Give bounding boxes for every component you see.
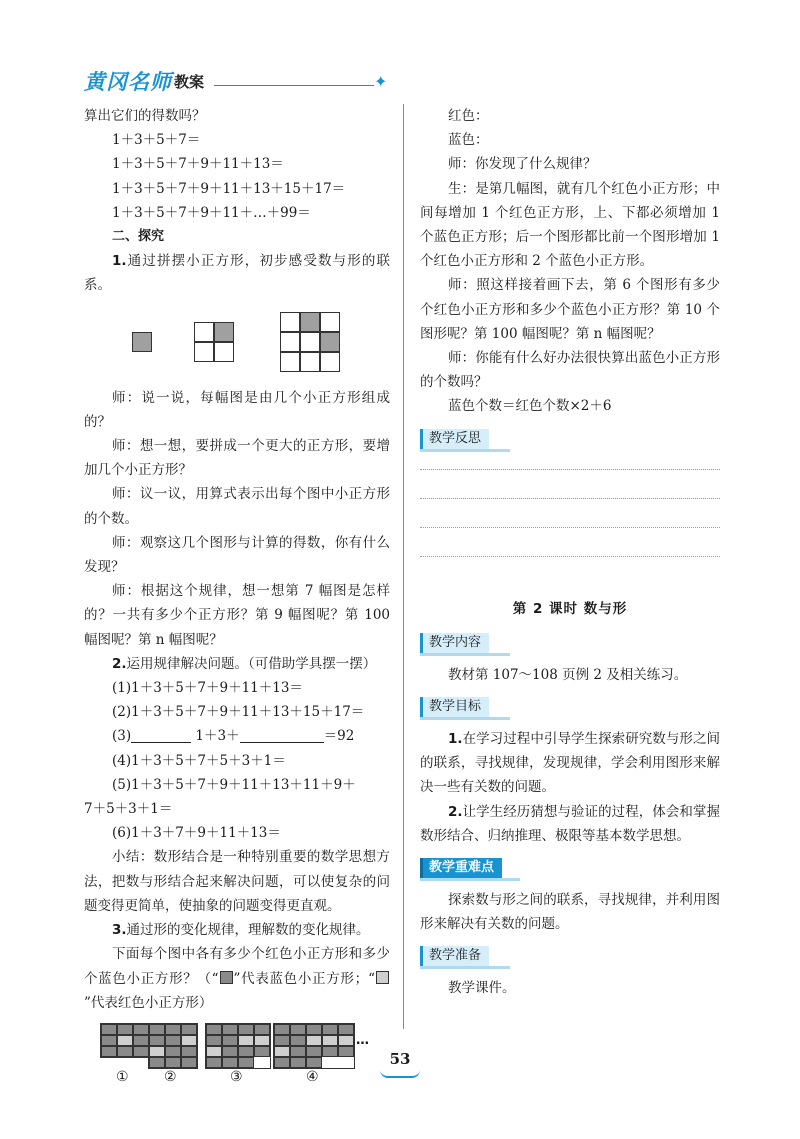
blue-square <box>306 1046 322 1057</box>
red-square-icon <box>376 971 389 984</box>
left-column <box>84 104 390 1087</box>
blue-square <box>238 1024 254 1035</box>
figure-square <box>300 332 320 352</box>
blue-square-icon <box>220 971 233 984</box>
intro-equation: 1＋3＋5＋7＋9＋11＋…＋99＝ <box>112 204 311 221</box>
figure-square <box>132 332 152 352</box>
blue-square <box>338 1024 354 1035</box>
blue-square <box>206 1035 222 1046</box>
exercise-equation: (6)1＋3＋7＋9＋11＋13＝ <box>112 825 281 842</box>
item-1-number: 1. <box>112 253 127 270</box>
question-text: 下面每个图中各有多少个红色小正方形和多少个蓝色小正方形？（“ <box>84 946 390 987</box>
preparation-heading: 教学准备 <box>420 946 489 966</box>
exercise-equation: (4)1＋3＋5＋7＋5＋3＋1＝ <box>112 752 286 769</box>
blue-square <box>165 1035 181 1046</box>
teacher-question: 师：你发现了什么规律？ <box>448 156 597 173</box>
blue-square <box>338 1046 354 1057</box>
answer-blank[interactable] <box>131 728 191 743</box>
intro-equation: 1＋3＋5＋7＝ <box>112 132 201 149</box>
blue-square <box>149 1035 165 1046</box>
column-divider <box>403 104 404 1029</box>
square-growth-figure <box>84 304 390 384</box>
red-square <box>338 1035 354 1046</box>
teacher-line: 师：观察这几个图形与计算的得数，你有什么发现？ <box>84 534 390 576</box>
blue-square <box>181 1024 197 1035</box>
page-number-decoration <box>380 1070 420 1078</box>
section-header-key-points <box>420 856 720 882</box>
blue-square <box>222 1046 238 1057</box>
figure-square <box>300 352 320 372</box>
blue-square <box>101 1035 117 1046</box>
red-square <box>238 1035 254 1046</box>
star-icon: ✦ <box>374 72 388 91</box>
item-2-number: 2. <box>112 655 127 672</box>
section-rule <box>420 449 510 452</box>
blue-square <box>101 1046 117 1057</box>
blue-square <box>274 1035 290 1046</box>
red-square <box>181 1035 197 1046</box>
figure-square <box>300 312 320 332</box>
content-heading: 教学内容 <box>420 633 489 653</box>
blue-square <box>222 1035 238 1046</box>
blue-square <box>206 1024 222 1035</box>
page-number: 53 <box>389 1050 411 1068</box>
item-3-text: 通过形的变化规律，理解数的变化规律。 <box>126 922 370 939</box>
blue-square <box>149 1057 165 1068</box>
question-text: ”代表蓝色小正方形；“ <box>233 970 375 987</box>
goals-heading: 教学目标 <box>420 697 489 717</box>
teacher-question: 师：你能有什么好办法很快算出蓝色小正方形的个数吗？ <box>420 350 720 391</box>
blue-square <box>149 1024 165 1035</box>
reflection-line[interactable] <box>420 527 720 528</box>
section-heading-explore: 二、探究 <box>112 229 165 245</box>
eq3-middle: 1＋3＋ <box>195 728 240 745</box>
item-3-number: 3. <box>112 922 127 939</box>
eq3-prefix: (3) <box>112 728 132 745</box>
pattern-label: ④ <box>306 1068 319 1085</box>
eq3-suffix: ＝92 <box>323 728 355 745</box>
section-rule <box>420 653 510 656</box>
teacher-line: 师：想一想，要拼成一个更大的正方形，要增加几个小正方形？ <box>84 438 390 479</box>
figure-square <box>320 312 340 332</box>
red-label: 红色： <box>448 108 489 124</box>
pattern-label: ① <box>116 1068 129 1085</box>
exercise-equation: (2)1＋3＋5＋7＋9＋11＋13＋15＋17＝ <box>112 704 365 721</box>
blue-square <box>274 1057 290 1068</box>
question-text: ”代表红色小正方形） <box>84 994 213 1011</box>
reflection-line[interactable] <box>420 469 720 470</box>
item-1-text: 通过拼摆小正方形，初步感受数与形的联系。 <box>84 253 390 294</box>
section-rule <box>420 717 510 720</box>
section-header-content <box>420 631 720 657</box>
blue-square <box>117 1046 133 1057</box>
lesson-title: 第 2 课时 数与形 <box>512 600 628 617</box>
red-square <box>149 1046 165 1057</box>
summary-text: 小结：数形结合是一种特别重要的数学思想方法，把数与形结合起来解决问题，可以使复杂的问题变得更简单，使抽象的问题变得更直观。 <box>84 849 390 914</box>
figure-square <box>320 332 340 352</box>
figure-square <box>194 342 214 362</box>
blue-square <box>133 1024 149 1035</box>
blue-square <box>117 1024 133 1035</box>
goal-2-text: 让学生经历猜想与验证的过程，体会和掌握数形结合、归纳推理、极限等基本数学思想。 <box>420 803 720 844</box>
blue-square <box>290 1035 306 1046</box>
figure-square <box>214 322 234 342</box>
figure-square <box>194 322 214 342</box>
blue-square <box>165 1024 181 1035</box>
blue-square <box>181 1057 197 1068</box>
item-3 <box>84 918 390 942</box>
section-rule <box>420 878 520 881</box>
pattern-question <box>84 942 390 1015</box>
blue-square <box>165 1046 181 1057</box>
figure-square <box>280 352 300 372</box>
section-rule <box>420 966 510 969</box>
exercise-equation: (1)1＋3＋5＋7＋9＋11＋13＝ <box>112 680 303 697</box>
content-text: 教材第 107～108 页例 2 及相关练习。 <box>448 666 688 683</box>
pattern-ellipsis: … <box>356 1032 369 1048</box>
figure-square <box>214 342 234 362</box>
pattern-1 <box>100 1023 150 1058</box>
figure-square <box>280 332 300 352</box>
exercise-equation: (5)1＋3＋5＋7＋9＋11＋13＋11＋9＋ <box>112 776 356 793</box>
exercise-equation-cont: 7＋5＋3＋1＝ <box>84 801 173 818</box>
blue-square <box>206 1057 222 1068</box>
section-header-goals <box>420 695 720 721</box>
preparation-text: 教学课件。 <box>448 980 516 997</box>
blue-square <box>290 1024 306 1035</box>
teacher-line: 师：说一说，每幅图是由几个小正方形组成的？ <box>84 389 390 430</box>
blue-square <box>322 1046 338 1057</box>
blue-square <box>222 1024 238 1035</box>
section-header-reflection <box>420 427 720 453</box>
exercise-equation-blanks <box>84 724 390 748</box>
item-1 <box>84 249 390 297</box>
goal-2 <box>420 800 720 848</box>
answer-blank[interactable] <box>240 728 324 743</box>
blue-square <box>254 1024 270 1035</box>
section-header-preparation <box>420 944 720 970</box>
student-answer: 生：是第几幅图，就有几个红色小正方形；中间每增加 1 个红色正方形，上、下都必须增加 1 个蓝色正方形；后一个图形都比前一个图形增加 1 个红色小正方形和 2 个蓝色小正方形。 <box>420 180 720 270</box>
red-square <box>322 1035 338 1046</box>
blue-square <box>133 1035 149 1046</box>
blue-square <box>306 1024 322 1035</box>
goal-2-number: 2. <box>448 803 463 820</box>
figure-square <box>280 312 300 332</box>
teacher-question: 师：照这样接着画下去，第 6 个图形有多少个红色小正方形和多少个蓝色小正方形？第 10 个图形呢？第 100 幅图呢？第 n 幅图呢？ <box>420 277 720 342</box>
right-column <box>420 104 720 1001</box>
reflection-line[interactable] <box>420 498 720 499</box>
brand-logo: 黄冈名师 <box>84 70 172 94</box>
blue-square <box>181 1046 197 1057</box>
blue-square <box>274 1024 290 1035</box>
pattern-figure <box>84 1023 390 1087</box>
red-square <box>254 1035 270 1046</box>
goal-1-text: 在学习过程中引导学生探索研究数与形之间的联系，寻找规律，发现规律，学会利用图形来解决一些有关数的问题。 <box>420 731 720 796</box>
goal-1-number: 1. <box>448 731 463 748</box>
brand-subtitle: 教案 <box>174 73 205 91</box>
pattern-label: ② <box>164 1068 177 1085</box>
blue-square <box>254 1046 270 1057</box>
page-header <box>84 66 388 96</box>
goal-1 <box>420 727 720 800</box>
formula: 蓝色个数＝红色个数×2＋6 <box>448 398 612 415</box>
red-square <box>117 1035 133 1046</box>
blue-square <box>290 1046 306 1057</box>
header-rule <box>214 85 374 86</box>
pattern-label: ③ <box>230 1068 243 1085</box>
key-points-heading: 教学重难点 <box>420 858 502 878</box>
red-square <box>274 1046 290 1057</box>
pattern-3 <box>205 1023 271 1069</box>
teacher-line: 师：议一议，用算式表示出每个图中小正方形的个数。 <box>84 486 390 527</box>
reflection-line[interactable] <box>420 556 720 557</box>
blue-square <box>101 1024 117 1035</box>
pattern-4 <box>273 1023 355 1069</box>
item-2-text: 运用规律解决问题。（可借助学具摆一摆） <box>126 655 377 672</box>
intro-equation: 1＋3＋5＋7＋9＋11＋13＝ <box>112 156 284 173</box>
reflection-heading: 教学反思 <box>420 429 489 449</box>
blue-label: 蓝色： <box>448 132 489 149</box>
teacher-line: 师：根据这个规律，想一想第 7 幅图是怎样的？一共有多少个正方形？第 9 幅图呢？第 100 幅图呢？第 n 幅图呢？ <box>84 583 390 648</box>
red-square <box>206 1046 222 1057</box>
intro-text: 算出它们的得数吗？ <box>84 108 206 124</box>
key-points-text: 探索数与形之间的联系，寻找规律，并利用图形来解决有关数的问题。 <box>420 892 720 933</box>
blue-square <box>290 1057 306 1068</box>
blue-square <box>133 1046 149 1057</box>
blue-square <box>322 1024 338 1035</box>
figure-square <box>320 352 340 372</box>
blue-square <box>238 1046 254 1057</box>
item-2 <box>84 652 390 676</box>
pattern-2 <box>148 1023 198 1069</box>
red-square <box>306 1035 322 1046</box>
intro-equation: 1＋3＋5＋7＋9＋11＋13＋15＋17＝ <box>112 180 346 197</box>
